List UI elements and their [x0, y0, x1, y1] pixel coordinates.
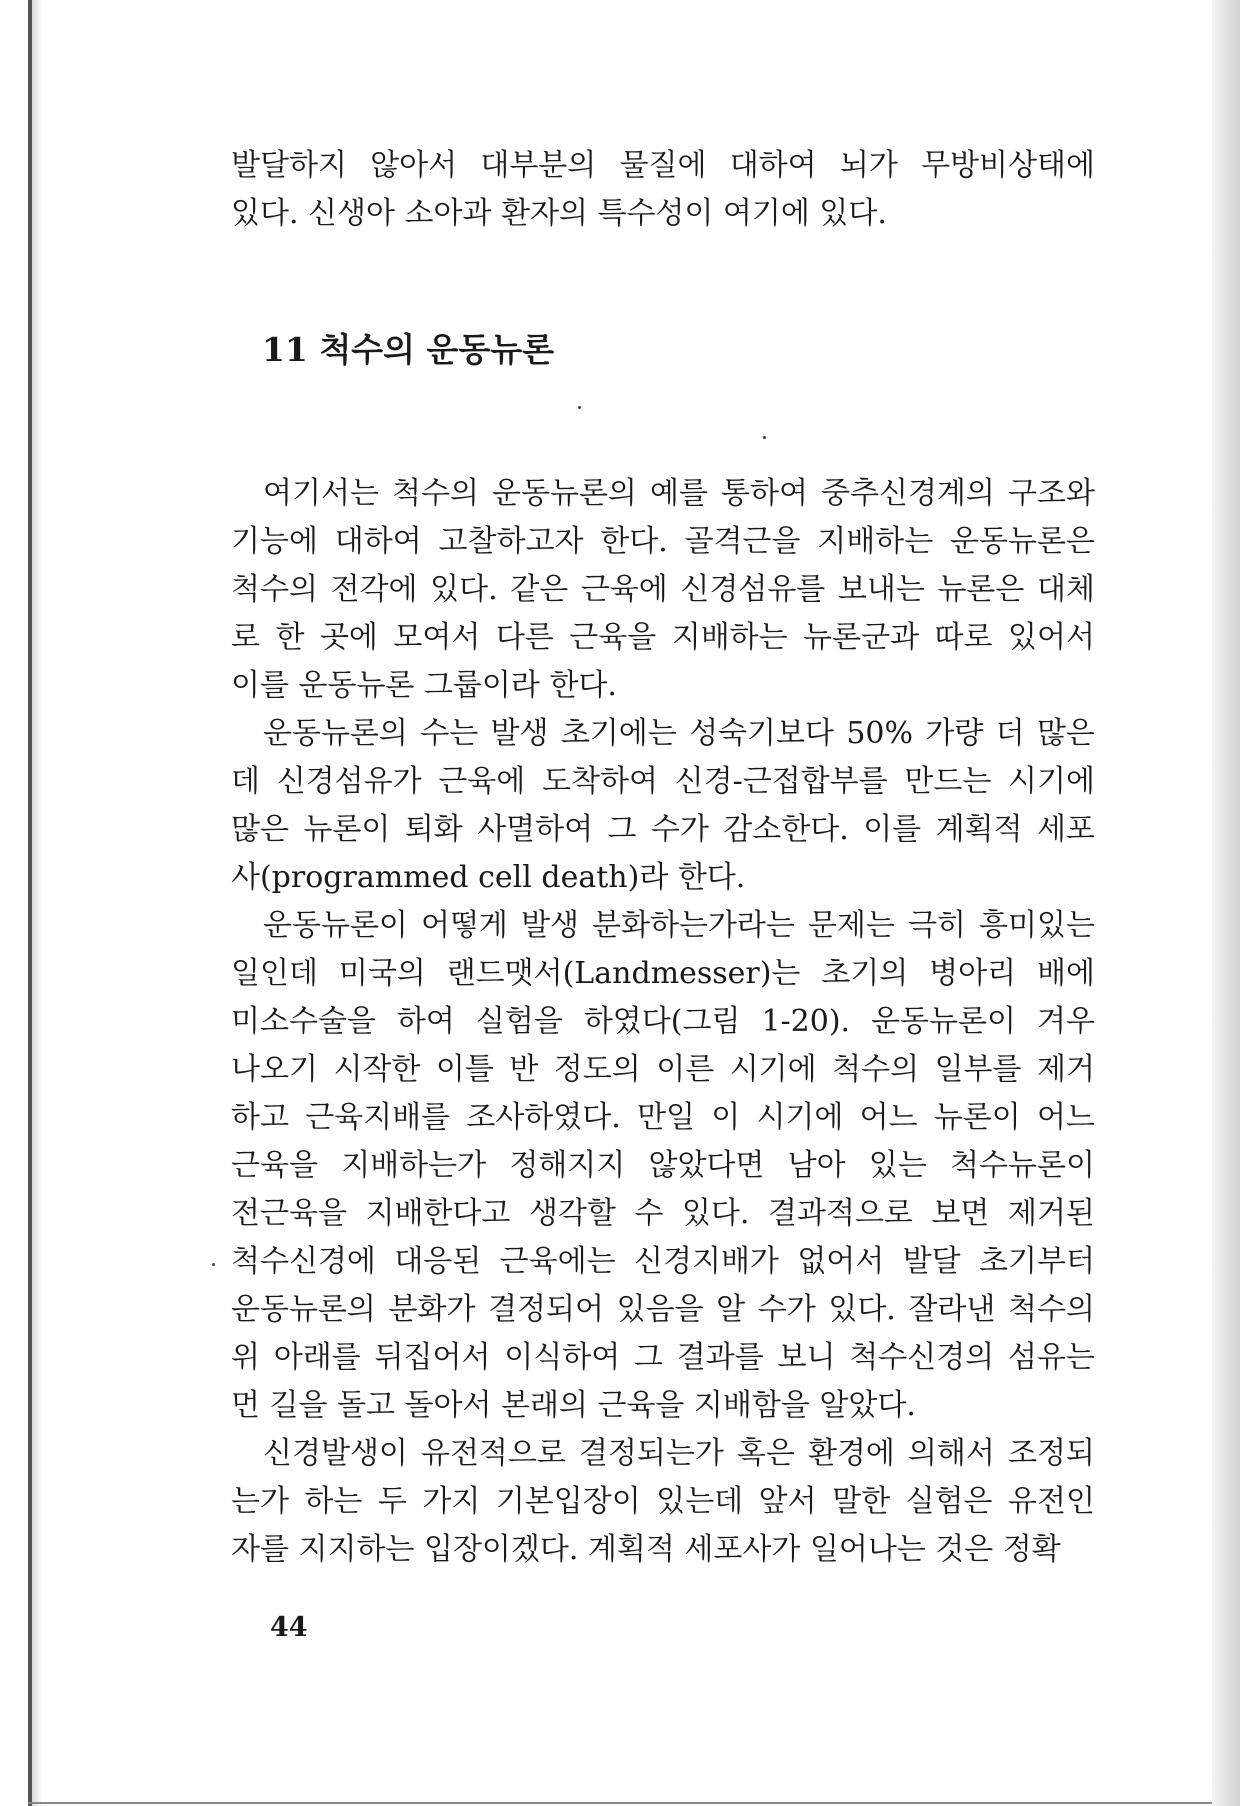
text-line: 근육을 지배하는가 정해지지 않았다면 남아 있는 척수뉴론이: [231, 1148, 1095, 1183]
text-line: 는가 하는 두 가지 기본입장이 있는데 앞서 말한 실험은 유전인: [231, 1484, 1095, 1519]
text-line: 척수신경에 대응된 근육에는 신경지배가 없어서 발달 초기부터: [231, 1244, 1095, 1279]
text-line: 미소수술을 하여 실험을 하였다(그림 1-20). 운동뉴론이 겨우: [231, 1004, 1095, 1039]
body-text: [231, 470, 1095, 1574]
print-speck: [763, 436, 766, 439]
print-speck: [212, 1263, 215, 1266]
body-paragraph: [231, 902, 1095, 1430]
body-paragraph: [231, 710, 1095, 902]
body-paragraph: [231, 470, 1095, 710]
text-line: 이를 운동뉴론 그룹이라 한다.: [231, 668, 617, 703]
text-line: 자를 지지하는 입장이겠다. 계획적 세포사가 일어나는 것은 정확: [231, 1532, 1061, 1567]
text-line: 운동뉴론이 어떻게 발생 분화하는가라는 문제는 극히 흥미있는: [263, 908, 1095, 943]
text-line: 신경발생이 유전적으로 결정되는가 혹은 환경에 의해서 조정되: [263, 1436, 1095, 1471]
text-line: 있다. 신생아 소아과 환자의 특수성이 여기에 있다.: [231, 196, 887, 231]
text-line: 여기서는 척수의 운동뉴론의 예를 통하여 중추신경계의 구조와: [263, 476, 1095, 511]
print-speck: [578, 406, 581, 409]
text-line: 기능에 대하여 고찰하고자 한다. 골격근을 지배하는 운동뉴론은: [231, 524, 1095, 559]
text-line: 척수의 전각에 있다. 같은 근육에 신경섬유를 보내는 뉴론은 대체: [231, 572, 1095, 607]
text-line: 데 신경섬유가 근육에 도착하여 신경-근접합부를 만드는 시기에: [231, 764, 1095, 799]
text-line: 로 한 곳에 모여서 다른 근육을 지배하는 뉴론군과 따로 있어서: [231, 620, 1095, 655]
text-line: 발달하지 않아서 대부분의 물질에 대하여 뇌가 무방비상태에: [231, 148, 1095, 183]
page-left-shadow: [32, 0, 42, 1806]
text-line: 운동뉴론의 분화가 결정되어 있음을 알 수가 있다. 잘라낸 척수의: [231, 1292, 1095, 1327]
text-line: 일인데 미국의 랜드맷서(Landmesser)는 초기의 병아리 배에: [231, 956, 1095, 991]
text-line: 사(programmed cell death)라 한다.: [231, 860, 746, 895]
text-line: 먼 길을 돌고 돌아서 본래의 근육을 지배함을 알았다.: [231, 1388, 916, 1423]
section-heading: 11 척수의 운동뉴론: [262, 330, 555, 369]
intro-paragraph: [231, 142, 1095, 238]
page-right-edge: [1212, 0, 1240, 1806]
text-line: 많은 뉴론이 퇴화 사멸하여 그 수가 감소한다. 이를 계획적 세포: [231, 812, 1095, 847]
text-line: 나오기 시작한 이틀 반 정도의 이른 시기에 척수의 일부를 제거: [231, 1052, 1095, 1087]
text-line: 위 아래를 뒤집어서 이식하여 그 결과를 보니 척수신경의 섬유는: [231, 1340, 1095, 1375]
text-line: 운동뉴론의 수는 발생 초기에는 성숙기보다 50% 가량 더 많은: [263, 716, 1095, 751]
text-line: 전근육을 지배한다고 생각할 수 있다. 결과적으로 보면 제거된: [231, 1196, 1095, 1231]
page-bottom-edge: [28, 1802, 1212, 1804]
text-line: 하고 근육지배를 조사하였다. 만일 이 시기에 어느 뉴론이 어느: [231, 1100, 1095, 1135]
body-paragraph: [231, 1430, 1095, 1574]
page-number: 44: [270, 1612, 308, 1643]
